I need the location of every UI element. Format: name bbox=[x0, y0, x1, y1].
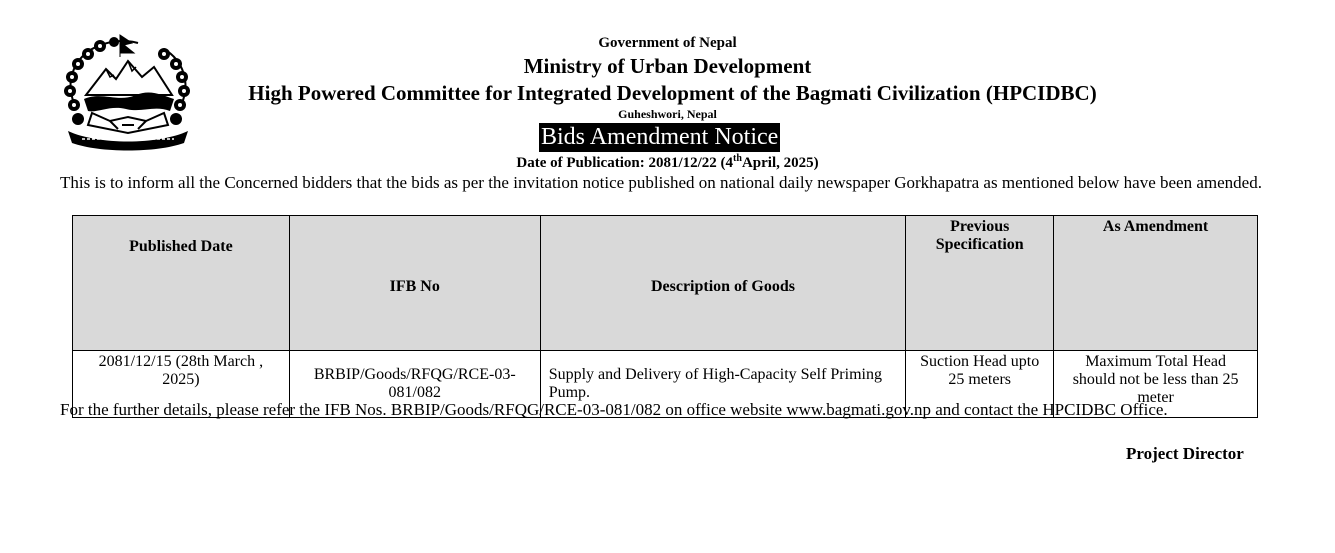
location-heading bbox=[0, 107, 1335, 122]
location-text: Guheshwori, Nepal bbox=[618, 107, 717, 121]
cell-previous-specification: Suction Head upto 25 meters bbox=[906, 351, 1054, 418]
column-header-description: Description of Goods bbox=[540, 216, 906, 351]
cell-amendment: Maximum Total Head should not be less than 25 meter bbox=[1054, 351, 1258, 418]
column-header-published-date: Published Date bbox=[73, 216, 290, 351]
amendment-table bbox=[72, 215, 1258, 418]
intro-paragraph: This is to inform all the Concerned bidders that the bids as per the invitation notice published on national daily newspaper Gorkhapatra as mentioned below have been amended. bbox=[60, 173, 1262, 192]
table-header-row bbox=[73, 216, 1258, 351]
cell-published-date: 2081/12/15 (28th March , 2025) bbox=[73, 351, 290, 418]
publication-date bbox=[0, 153, 1335, 172]
committee-text: High Powered Committee for Integrated Development of the Bagmati Civilization (HPCIDBC) bbox=[248, 81, 1097, 105]
notice-title: Bids Amendment Notice bbox=[541, 124, 779, 150]
government-heading bbox=[0, 35, 1335, 52]
publication-date-suffix: April, 2025) bbox=[741, 155, 819, 171]
ministry-heading bbox=[0, 54, 1335, 79]
publication-date-text bbox=[516, 153, 818, 172]
publication-date-sup: th bbox=[733, 153, 742, 164]
cell-ifb-no: BRBIP/Goods/RFQG/RCE-03-081/082 bbox=[289, 351, 540, 418]
column-header-as-amendment: As Amendment bbox=[1054, 216, 1258, 351]
government-text: Government of Nepal bbox=[598, 35, 737, 51]
publication-date-prefix: Date of Publication: 2081/12/22 (4 bbox=[516, 155, 734, 171]
further-details-text: For the further details, please refer the IFB Nos. BRBIP/Goods/RFQG/RCE-03-081/082 on office website www.bagmati.gov.np and contact the HPCIDBC Office. bbox=[60, 400, 1168, 419]
column-header-ifb-no: IFB No bbox=[289, 216, 540, 351]
committee-heading bbox=[0, 81, 1335, 106]
cell-description: Supply and Delivery of High-Capacity Self Priming Pump. bbox=[540, 351, 906, 418]
column-header-previous-specification: Previous Specification bbox=[906, 216, 1054, 351]
signature-project-director: Project Director bbox=[1126, 444, 1244, 463]
ministry-text: Ministry of Urban Development bbox=[523, 54, 812, 78]
